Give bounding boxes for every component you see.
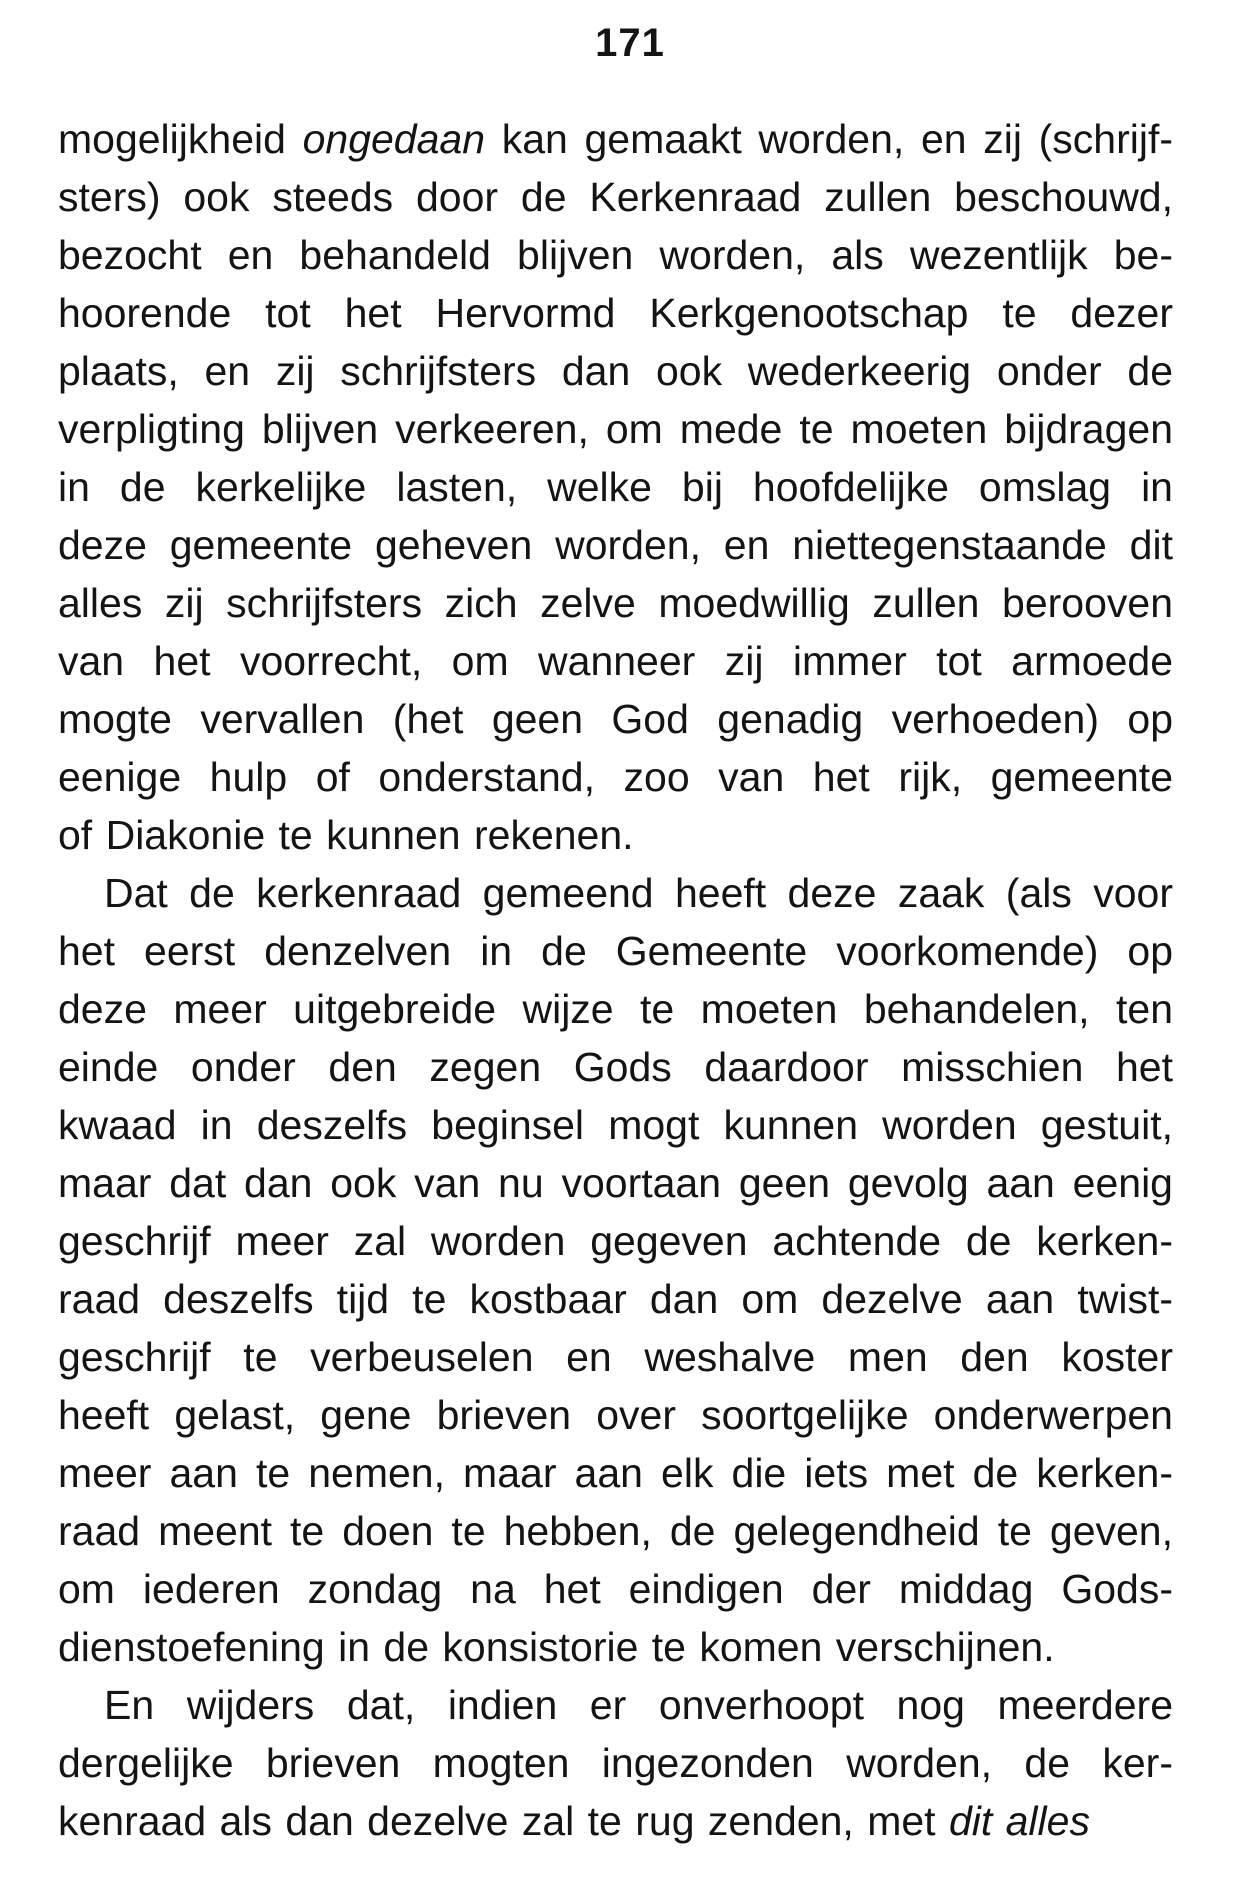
text-line [58,1618,1173,1676]
text-line [58,516,1173,574]
text-line [58,1154,1173,1212]
text-line [58,1676,1173,1734]
text-segment: En wijders dat, indien er onverhoopt nog meerdere [104,1682,1173,1728]
text-segment: kan gemaakt worden, en zij (schrijf- [485,116,1174,162]
text-segment: verpligting blijven verkeeren, om mede te moeten bijdragen [58,406,1173,452]
text-line [58,864,1173,922]
text-segment: geschrijf meer zal worden gegeven achtende de kerken- [58,1218,1173,1264]
text-segment: einde onder den zegen Gods daardoor misschien het [58,1044,1173,1090]
text-segment: deze meer uitgebreide wijze te moeten behandelen, ten [58,986,1173,1032]
text-line [58,748,1173,806]
text-line [58,1560,1173,1618]
text-segment: het eerst denzelven in de Gemeente voorkomende) op [58,928,1173,974]
text-segment: van het voorrecht, om wanneer zij immer tot armoede [58,638,1173,684]
text-line [58,806,1173,864]
text-line [58,458,1173,516]
paragraph [58,110,1173,864]
page-number: 171 [595,21,665,65]
text-segment: plaats, en zij schrijfsters dan ook wederkeerig onder de [58,348,1173,394]
text-segment: eenige hulp of onderstand, zoo van het rijk, gemeente [58,754,1173,800]
text-segment: hoorende tot het Hervormd Kerkgenootschap te dezer [58,290,1173,336]
text-segment: mogelijkheid [58,116,303,162]
text-segment: dienstoefening in de konsistorie te komen verschijnen. [58,1624,1055,1670]
text-line [58,690,1173,748]
text-segment: in de kerkelijke lasten, welke bij hoofdelijke omslag in [58,464,1173,510]
italic-text: dit alles [948,1798,1090,1844]
text-line [58,342,1173,400]
text-line [58,980,1173,1038]
text-line [58,1212,1173,1270]
text-segment: raad deszelfs tijd te kostbaar dan om dezelve aan twist- [58,1276,1173,1322]
text-segment: geschrijf te verbeuselen en weshalve men den koster [58,1334,1173,1380]
text-segment: meer aan te nemen, maar aan elk die iets met de kerken- [58,1450,1173,1496]
text-segment: dergelijke brieven mogten ingezonden worden, de ker- [58,1740,1173,1786]
text-segment: raad meent te doen te hebben, de gelegendheid te geven, [58,1508,1173,1554]
text-segment: kenraad als dan dezelve zal te rug zenden, met [58,1798,949,1844]
text-segment: deze gemeente geheven worden, en niettegenstaande dit [58,522,1173,568]
text-line [58,1270,1173,1328]
text-line [58,1096,1173,1154]
text-line [58,1444,1173,1502]
text-line [58,1328,1173,1386]
text-segment: om iederen zondag na het eindigen der middag Gods- [58,1566,1173,1612]
text-line [58,632,1173,690]
text-segment: mogte vervallen (het geen God genadig verhoeden) op [58,696,1173,742]
text-segment: maar dat dan ook van nu voortaan geen gevolg aan eenig [58,1160,1173,1206]
text-segment: bezocht en behandeld blijven worden, als wezentlijk be- [58,232,1173,278]
text-line [58,1792,1173,1850]
italic-text: ongedaan [302,116,486,162]
text-segment: sters) ook steeds door de Kerkenraad zullen beschouwd, [58,174,1173,220]
text-line [58,1386,1173,1444]
text-line [58,1038,1173,1096]
text-line [58,1734,1173,1792]
text-line [58,400,1173,458]
text-line [58,922,1173,980]
text-line [58,574,1173,632]
text-segment: Dat de kerkenraad gemeend heeft deze zaak (als voor [104,870,1173,916]
text-line [58,1502,1173,1560]
text-segment: heeft gelast, gene brieven over soortgelijke onderwerpen [58,1392,1173,1438]
text-segment: of Diakonie te kunnen rekenen. [58,812,634,858]
text-segment: alles zij schrijfsters zich zelve moedwillig zullen berooven [58,580,1173,626]
paragraph [58,1676,1173,1850]
text-line [58,226,1173,284]
text-segment: kwaad in deszelfs beginsel mogt kunnen worden gestuit, [58,1102,1173,1148]
text-line [58,284,1173,342]
text-line [58,168,1173,226]
paragraph [58,864,1173,1676]
body-text [58,110,1173,1850]
text-line [58,110,1173,168]
